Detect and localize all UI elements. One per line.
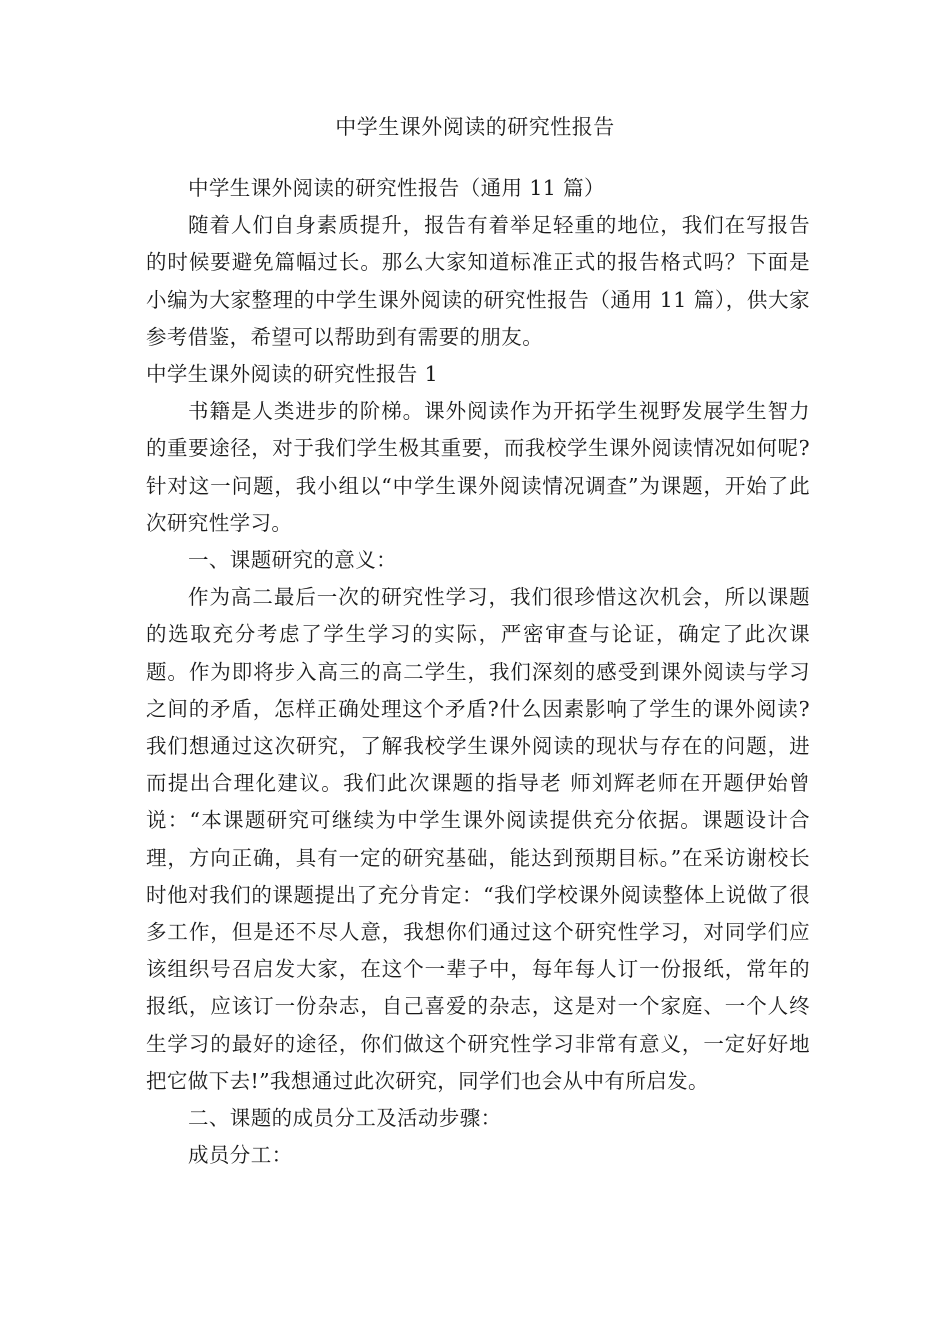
section-heading-significance: 一、课题研究的意义： [188,548,397,573]
body-paragraph: 书籍是人类进步的阶梯。课外阅读作为开拓学生视野发展学生智力的重要途径，对于我们学生极其重要，而我校学生课外阅读情况如何呢?针对这一问题，我小组以“中学生课外阅读情况调查”为课题，开始了此次研究性学习。 [146,399,810,535]
intro-paragraph: 随着人们自身素质提升，报告有着举足轻重的地位，我们在写报告的时候要避免篇幅过长。那么大家知道标准正式的报告格式吗？下面是小编为大家整理的中学生课外阅读的研究性报告（通用 11 篇），供大家参考借鉴，希望可以帮助到有需要的朋友。 [146,213,810,349]
document-title: 中学生课外阅读的研究性报告 [335,115,615,139]
document-body [146,170,810,1174]
document-subtitle: 中学生课外阅读的研究性报告（通用 11 篇） [188,176,605,200]
body-paragraph: 作为高二最后一次的研究性学习，我们很珍惜这次机会，所以课题的选取充分考虑了学生学习的实际，严密审查与论证，确定了此次课题。作为即将步入高三的高二学生，我们深刻的感受到课外阅读与学习之间的矛盾，怎样正确处理这个矛盾?什么因素影响了学生的课外阅读?我们想通过这次研究，了解我校学生课外阅读的现状与存在的问题，进而提出合理化建议。我们此次课题的指导老 师刘辉老师在开题伊始曾说：“本课题研究可继续为中学生课外阅读提供充分依据。课题设计合理，方向正确，具有一定的研究基础，能达到预期目标。”在采访谢校长时他对我们的课题提出了充分肯定：“我们学校课外阅读整体上说做了很多工作，但是还不尽人意，我想你们通过这个研究性学习，对同学们应该组织号召启发大家，在这个一辈子中，每年每人订一份报纸，常年的报纸，应该订一份杂志，自己喜爱的杂志，这是对一个家庭、一个人终生学习的最好的途径，你们做这个研究性学习非常有意义，一定好好地把它做下去!”我想通过此次研究，同学们也会从中有所启发。 [146,585,810,1093]
member-division-label: 成员分工： [188,1143,293,1168]
section-heading-report-1: 中学生课外阅读的研究性报告 1 [146,362,439,387]
section-heading-members: 二、课题的成员分工及活动步骤： [188,1106,502,1131]
